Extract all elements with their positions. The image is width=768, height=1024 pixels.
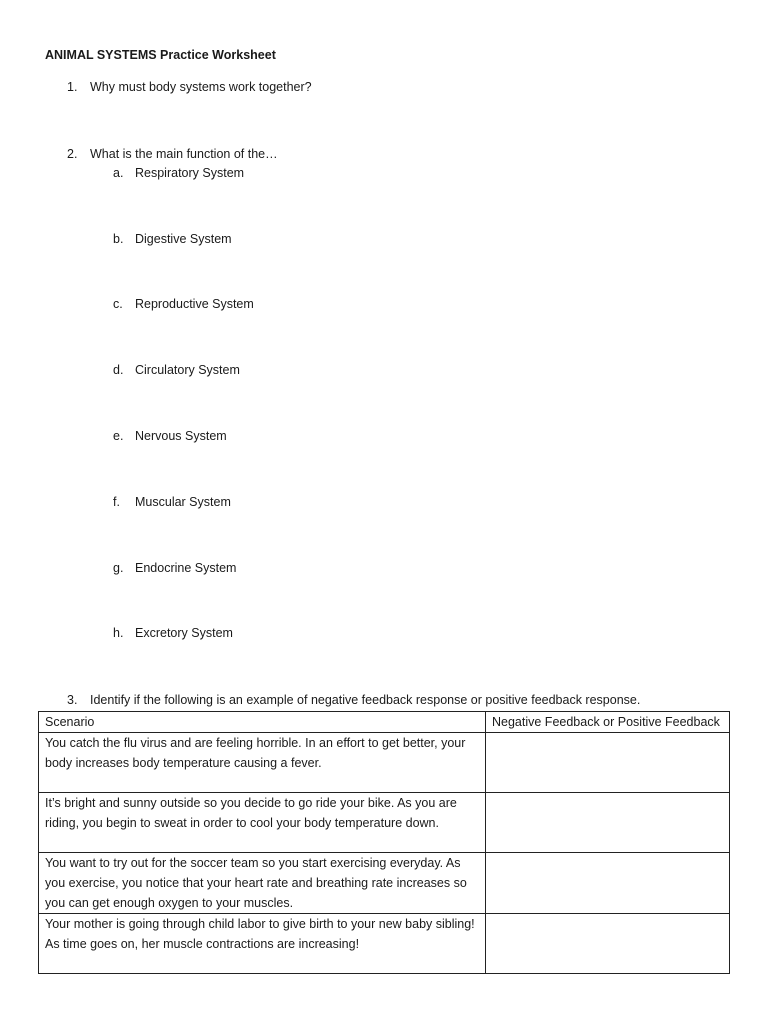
scenario-cell: Your mother is going through child labor to give birth to your new baby sibling! As time goes on, her muscle contractions are increasing!: [39, 914, 486, 974]
scenario-cell: It’s bright and sunny outside so you decide to go ride your bike. As you are riding, you begin to sweat in order to cool your body temperature down.: [39, 793, 486, 853]
worksheet-title: ANIMAL SYSTEMS Practice Worksheet: [45, 48, 276, 62]
answer-cell[interactable]: [486, 733, 730, 793]
header-scenario: Scenario: [39, 712, 486, 733]
feedback-table: [38, 711, 730, 974]
answer-cell[interactable]: [486, 853, 730, 914]
system-h-name: Excretory System: [135, 626, 233, 640]
system-g-letter: g.: [113, 561, 124, 575]
answer-cell[interactable]: [486, 914, 730, 974]
question-3-number: 3.: [67, 693, 78, 707]
question-2-text: What is the main function of the…: [90, 147, 278, 161]
system-c-name: Reproductive System: [135, 297, 254, 311]
header-feedback-type: Negative Feedback or Positive Feedback: [486, 712, 730, 733]
table-row: [39, 733, 730, 793]
scenario-cell: You want to try out for the soccer team so you start exercising everyday. As you exercise, you notice that your heart rate and breathing rate increases so you can get enough oxygen to your muscles.: [39, 853, 486, 914]
table-row: [39, 914, 730, 974]
question-3-text: Identify if the following is an example of negative feedback response or positive feedback response.: [90, 693, 641, 707]
system-f-letter: f.: [113, 495, 120, 509]
scenario-cell: You catch the flu virus and are feeling horrible. In an effort to get better, your body increases body temperature causing a fever.: [39, 733, 486, 793]
system-c-letter: c.: [113, 297, 123, 311]
system-b-letter: b.: [113, 232, 124, 246]
table-row: [39, 793, 730, 853]
system-g-name: Endocrine System: [135, 561, 237, 575]
system-h-letter: h.: [113, 626, 124, 640]
table-header-row: [39, 712, 730, 733]
system-b-name: Digestive System: [135, 232, 232, 246]
answer-cell[interactable]: [486, 793, 730, 853]
system-a-letter: a.: [113, 166, 124, 180]
system-a-name: Respiratory System: [135, 166, 245, 180]
system-e-letter: e.: [113, 429, 124, 443]
question-2-number: 2.: [67, 147, 78, 161]
system-d-name: Circulatory System: [135, 363, 240, 377]
table-row: [39, 853, 730, 914]
system-f-name: Muscular System: [135, 495, 231, 509]
question-1-text: Why must body systems work together?: [90, 80, 312, 94]
system-e-name: Nervous System: [135, 429, 227, 443]
system-d-letter: d.: [113, 363, 124, 377]
question-1-number: 1.: [67, 80, 78, 94]
